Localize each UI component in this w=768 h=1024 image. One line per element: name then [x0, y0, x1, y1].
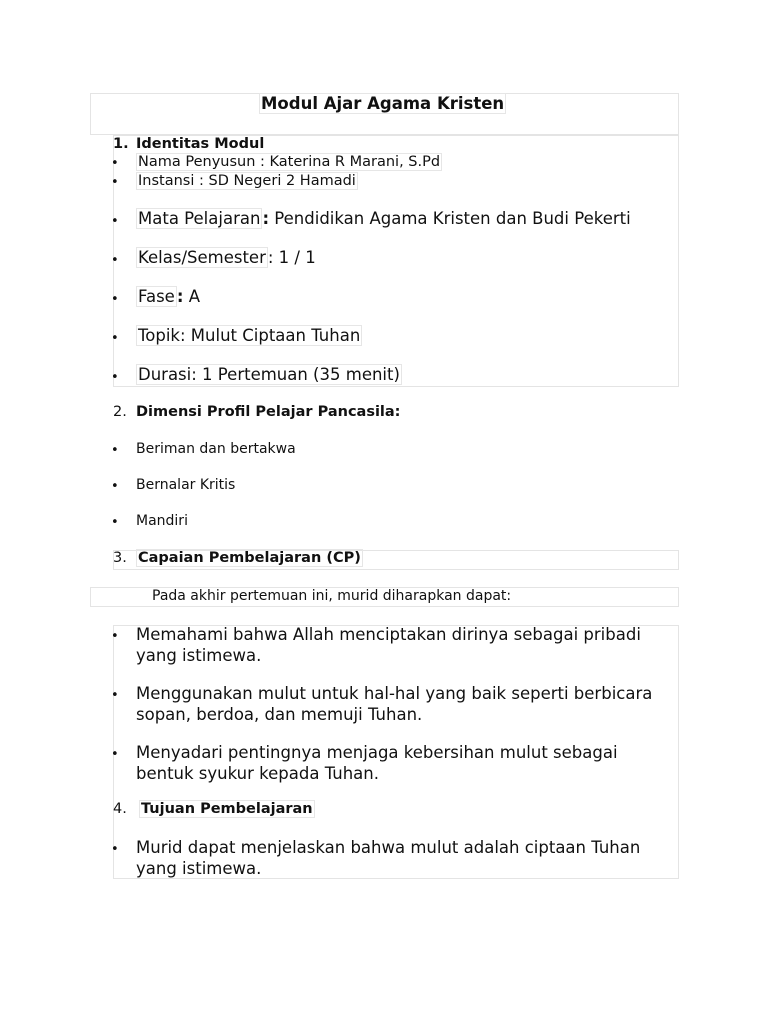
- list-item: Mandiri: [136, 513, 188, 529]
- page-title: Modul Ajar Agama Kristen: [261, 94, 505, 113]
- bullet: •: [111, 175, 119, 190]
- section4-number: 4.: [113, 801, 127, 817]
- list-item: Beriman dan bertakwa: [136, 441, 296, 457]
- list-item-fase: Fase : A: [138, 287, 200, 306]
- bullet: •: [111, 331, 119, 346]
- list-item-instansi: Instansi : SD Negeri 2 Hamadi: [138, 173, 356, 189]
- bullet: •: [111, 443, 119, 458]
- bullet: •: [111, 515, 119, 530]
- bullet: •: [111, 156, 119, 171]
- list-item-durasi: Durasi: 1 Pertemuan (35 menit): [138, 365, 400, 384]
- list-item: Memahami bahwa Allah menciptakan dirinya sebagai pribadi yang istimewa.: [136, 625, 641, 665]
- bullet: •: [111, 688, 119, 703]
- list-item-topik: Topik: Mulut Ciptaan Tuhan: [138, 326, 361, 345]
- section3-number: 3.: [113, 550, 127, 566]
- section2-heading: Dimensi Profil Pelajar Pancasila:: [136, 404, 401, 420]
- section4-heading: Tujuan Pembelajaran: [141, 801, 313, 817]
- bullet: •: [111, 747, 119, 762]
- section3-heading: Capaian Pembelajaran (CP): [138, 550, 361, 566]
- bullet: •: [111, 479, 119, 494]
- bullet: •: [111, 842, 119, 857]
- section1-heading: Identitas Modul: [136, 136, 265, 152]
- bullet: •: [111, 253, 119, 268]
- bullet: •: [111, 370, 119, 385]
- list-item: Murid dapat menjelaskan bahwa mulut adalah ciptaan Tuhan yang istimewa.: [136, 838, 641, 878]
- list-item: Menggunakan mulut untuk hal-hal yang baik seperti berbicara sopan, berdoa, dan memuji Tuhan.: [136, 684, 653, 724]
- cp-intro: Pada akhir pertemuan ini, murid diharapkan dapat:: [152, 588, 512, 604]
- section1-number: 1.: [113, 136, 129, 152]
- list-item: Menyadari pentingnya menjaga kebersihan mulut sebagai bentuk syukur kepada Tuhan.: [136, 743, 618, 783]
- list-item-nama-penyusun: Nama Penyusun : Katerina R Marani, S.Pd: [138, 154, 441, 170]
- section2-number: 2.: [113, 404, 127, 420]
- bullet: •: [111, 214, 119, 229]
- bullet: •: [111, 292, 119, 307]
- list-item-mata-pelajaran: Mata Pelajaran : Pendidikan Agama Kristen dan Budi Pekerti: [138, 209, 631, 228]
- bullet: •: [111, 629, 119, 644]
- list-item-kelas-semester: Kelas/Semester : 1 / 1: [138, 248, 316, 267]
- list-item: Bernalar Kritis: [136, 477, 236, 493]
